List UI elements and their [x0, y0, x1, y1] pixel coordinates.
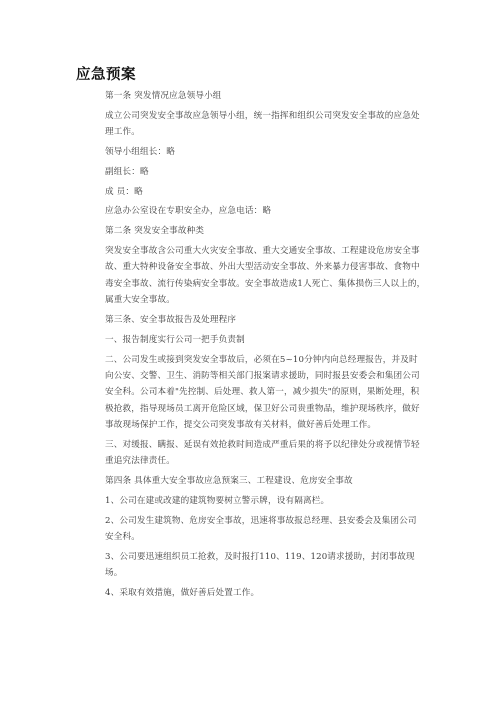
document-line: 成 员：略 [105, 186, 143, 197]
document-line: 理工作。 [105, 127, 140, 138]
document-line: 1、公司在建或改建的建筑物要树立警示牌，设有隔离栏。 [105, 496, 330, 507]
document-line: 重追究法律责任。 [105, 456, 175, 467]
document-line: 第三条、安全事故报告及处理程序 [105, 315, 237, 325]
document-line: 安全科。 [105, 532, 140, 543]
document-line: 极抢救，指导现场员工离开危险区域，保卫好公司贵重物品，维护现场秩序，做好 [105, 403, 420, 414]
document-line: 毒安全事故、流行传染病安全事故。安全事故造成1人死亡、集体损伤三人以上的， [105, 278, 426, 289]
document-line: 向公安、交警、卫生、消防等相关部门报案请求援助，同时报县安委会和集团公司 [105, 371, 420, 381]
document-line: 二、公司发生或接到突发安全事故后，必须在5~10分钟内向总经理报告，并及时 [105, 354, 418, 365]
document-line: 应急办公室设在专职安全办，应急电话：略 [105, 206, 272, 217]
document-title: 应急预案 [76, 67, 136, 83]
document-line: 2、公司发生建筑物、危房安全事故，迅速将事故报总经理、县安委会及集团公司 [105, 515, 417, 526]
document-line: 4、采取有效措施，做好善后处置工作。 [105, 588, 260, 599]
document-line: 成立公司突发安全事故应急领导小组，统一指挥和组织公司突发安全事故的应急处 [105, 110, 420, 121]
document-line: 副组长：略 [105, 166, 149, 177]
document-body [105, 88, 427, 602]
document-line: 第一条 突发情况应急领导小组 [105, 91, 222, 101]
document-line: 第二条 突发安全事故种类 [105, 226, 205, 237]
document-line: 安全科。公司本着"先控制、后处理、救人第一，减少损失"的原则，果断处理，积 [105, 387, 420, 398]
document-line: 场。 [105, 568, 123, 579]
document-line: 一、报告制度实行公司一把手负责制 [105, 334, 245, 345]
document-line: 第四条 具体重大安全事故应急预案三、工程建设、危房安全事故 [105, 476, 353, 487]
document-line: 领导小组组长：略 [105, 147, 175, 157]
document-line: 属重大安全事故。 [105, 295, 175, 306]
document-line: 事故现场保护工作，提交公司突发事故有关材料，做好善后处理工作。 [105, 420, 377, 431]
document-line: 3、公司要迅速组织员工抢救，及时报打110、119、120请求援助，封闭事故现 [105, 552, 415, 563]
document-line: 三、对缓报、瞒报、延误有效抢救时间造成严重后果的将予以纪律处分或视情节轻 [105, 440, 420, 451]
document-line: 突发安全事故含公司重大火灾安全事故、重大交通安全事故、工程建设危房安全事 [105, 245, 420, 256]
document-line: 故、重大特种设备安全事故、外出大型活动安全事故、外来暴力侵害事故、食物中 [105, 262, 420, 273]
